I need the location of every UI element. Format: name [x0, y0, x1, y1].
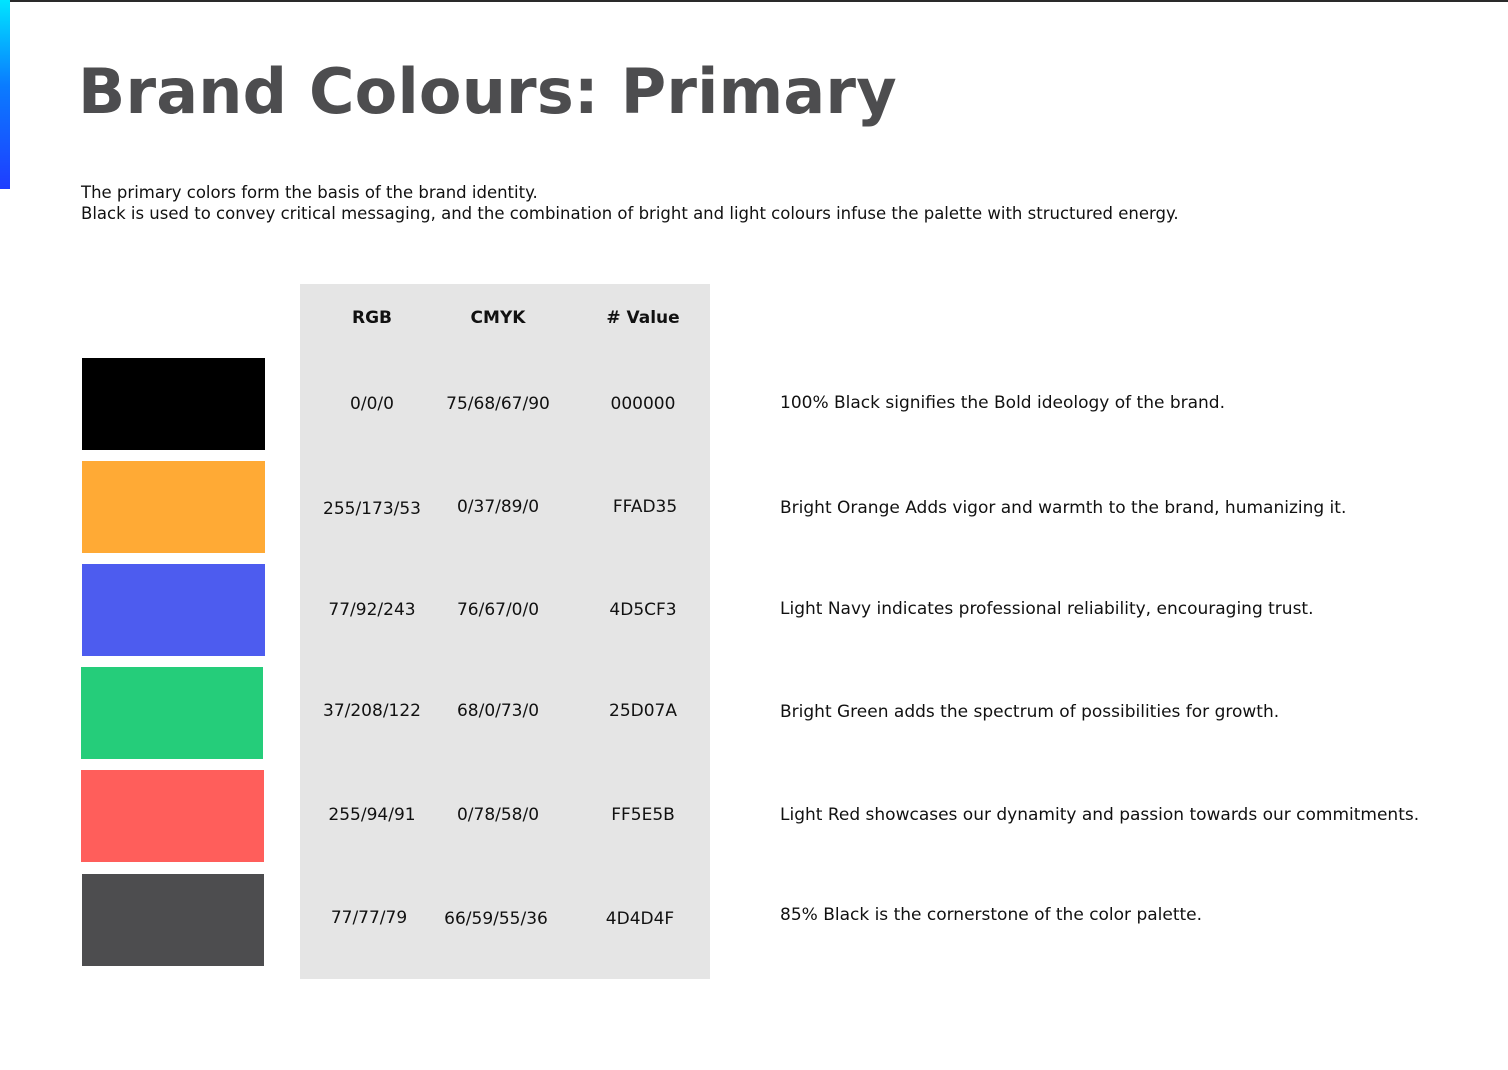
hex-red: FF5E5B: [611, 805, 675, 825]
rgb-black: 0/0/0: [350, 394, 394, 414]
hex-navy: 4D5CF3: [609, 600, 677, 620]
cmyk-orange: 0/37/89/0: [456, 497, 540, 517]
hex-green: 25D07A: [609, 701, 677, 721]
intro-line-1: The primary colors form the basis of the brand identity.: [81, 183, 538, 202]
color-values-panel: [300, 284, 710, 979]
description-black: 100% Black signifies the Bold ideology of the brand.: [780, 393, 1225, 413]
hex-dark-grey: 4D4D4F: [605, 909, 675, 929]
rgb-dark-grey: 77/77/79: [330, 908, 408, 928]
swatch-navy: [82, 564, 265, 656]
intro-text: [81, 182, 1381, 224]
hex-orange: FFAD35: [612, 497, 678, 517]
swatch-dark-grey: [82, 874, 264, 966]
rgb-red: 255/94/91: [328, 805, 416, 825]
swatch-black: [82, 358, 265, 450]
accent-bar: [0, 0, 10, 189]
rgb-green: 37/208/122: [323, 701, 421, 721]
cmyk-green: 68/0/73/0: [456, 701, 540, 721]
intro-line-2: Black is used to convey critical messaging, and the combination of bright and light colours infuse the palette with structured energy.: [81, 204, 1179, 223]
cmyk-navy: 76/67/0/0: [456, 600, 540, 620]
description-green: Bright Green adds the spectrum of possibilities for growth.: [780, 702, 1280, 722]
cmyk-red: 0/78/58/0: [456, 805, 540, 825]
top-rule: [0, 0, 1508, 2]
header-cmyk: CMYK: [470, 308, 526, 328]
hex-black: 000000: [610, 394, 676, 414]
swatch-orange: [82, 461, 265, 553]
swatch-green: [81, 667, 263, 759]
cmyk-dark-grey: 66/59/55/36: [444, 909, 548, 929]
description-navy: Light Navy indicates professional reliability, encouraging trust.: [780, 599, 1314, 619]
rgb-orange: 255/173/53: [323, 499, 421, 519]
swatch-red: [81, 770, 264, 862]
description-dark-grey: 85% Black is the cornerstone of the color palette.: [780, 905, 1203, 925]
description-orange: Bright Orange Adds vigor and warmth to the brand, humanizing it.: [780, 498, 1347, 518]
cmyk-black: 75/68/67/90: [446, 394, 550, 414]
header-hex: # Value: [606, 308, 680, 328]
header-rgb: RGB: [351, 308, 393, 328]
page-title: Brand Colours: Primary: [78, 55, 897, 128]
rgb-navy: 77/92/243: [328, 600, 416, 620]
description-red: Light Red showcases our dynamity and passion towards our commitments.: [780, 805, 1420, 825]
